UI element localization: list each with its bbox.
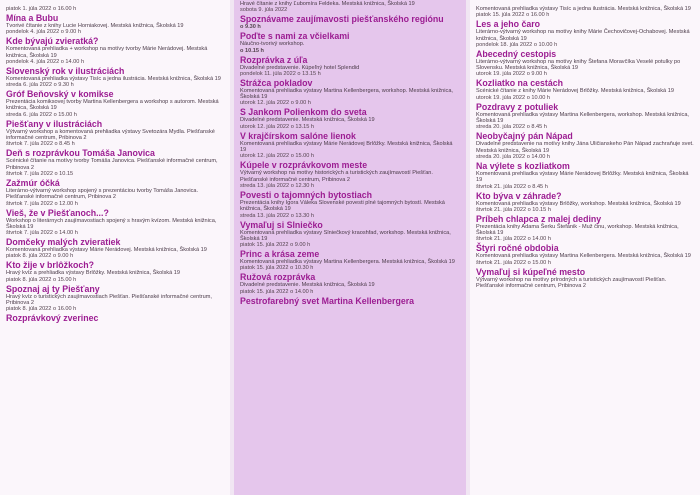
event-title: Abecedný cestopis xyxy=(476,48,557,59)
event-date: pondelok 11. júla 2022 o 13.15 h xyxy=(240,70,321,77)
event-title: Rozprávka z úľa xyxy=(240,54,308,65)
event-description: Scénické čítanie na motívy tvorby Tomáša Janovica. Piešťanské informačné centrum, Pribinova 2 xyxy=(6,158,218,171)
program-event xyxy=(476,236,694,259)
event-date: streda 20. júla 2022 o 14.00 h xyxy=(476,153,551,160)
event-date: pondelok 4. júla 2022 o 9.00 h xyxy=(6,29,81,36)
event-description: Divadelné predstavenie. Mestská knižnica, Školská 19 xyxy=(240,117,375,124)
event-description: Výtvarný workshop a komentovaná prehliadka výstavy Svetozára Mydla. Piešťanské informačné centrum, Pribinova 2 xyxy=(6,128,215,142)
event-date: streda 20. júla 2022 o 8.45 h xyxy=(476,124,547,131)
program-event xyxy=(240,48,460,71)
program-column-3 xyxy=(470,0,700,495)
event-description: Komentovaná prehliadka výstavy Martina Kellenbergera. Mestská knižnica, Školská 19 xyxy=(476,253,691,260)
event-date: o 9.30 h xyxy=(240,24,261,31)
program-event xyxy=(6,171,224,201)
event-title: Ružová rozprávka xyxy=(240,272,316,283)
event-title: Povesti o tajomných bytostiach xyxy=(240,189,372,200)
event-title: Piešťany v ilustráciách xyxy=(6,118,103,129)
event-title: S Jankom Polienkom do sveta xyxy=(240,107,367,118)
program-event xyxy=(6,277,224,307)
program-event xyxy=(476,154,694,184)
event-description: Komentovaná prehliadka výstavy Brlôžky, workshop. Mestská knižnica, Školská 19 xyxy=(476,200,681,207)
event-title: Vymaľuj si kúpeľné mesto xyxy=(476,266,586,277)
event-title: Vymaľuj si Slniečko xyxy=(240,219,323,230)
event-description: Hravý kvíz o turistických zaujímavostiach Piešťan. Piešťanské informačné centrum, Pribinova 2 xyxy=(6,293,212,307)
event-title: Neobyčajný pán Nápad xyxy=(476,131,573,142)
program-event xyxy=(240,289,460,306)
event-title: Kozliatko na cestách xyxy=(476,78,564,89)
program-event xyxy=(476,42,694,72)
event-description: Komentovaná prehliadka výstavy Tisíc a jedna ilustrácia. Mestská knižnica, Školská 19 xyxy=(6,75,221,82)
program-event xyxy=(240,183,460,213)
event-date: utorok 12. júla 2022 o 13.15 h xyxy=(240,123,315,130)
event-date: utorok 12. júla 2022 o 9.00 h xyxy=(240,100,311,107)
event-description: Komentovaná prehliadka výstavy Tisíc a jedna ilustrácia. Mestská knižnica, Školská 19 xyxy=(476,6,691,12)
event-description: Komentovaná prehliadka výstavy Márie Nerádovej. Mestská knižnica, Školská 19 xyxy=(6,247,207,254)
program-event xyxy=(240,7,460,24)
event-title: Kde bývajú zvieratká? xyxy=(6,36,99,47)
event-date: pondelok 18. júla 2022 o 10.00 h xyxy=(476,41,558,48)
event-date: piatok 8. júla 2022 o 16.00 h xyxy=(6,306,77,313)
event-date: štvrtok 21. júla 2022 o 15.00 h xyxy=(476,259,551,266)
program-event xyxy=(476,207,694,237)
event-description: Náučno-tvorivý workshop. xyxy=(240,41,305,48)
event-description: Divadelné predstavenie. Mestská knižnica, Školská 19 xyxy=(240,282,375,289)
event-date: piatok 8. júla 2022 o 9.00 h xyxy=(6,253,74,260)
program-event xyxy=(6,230,224,253)
event-title: Rozprávkový zverinec xyxy=(6,313,99,324)
event-title: Pestrofarebný svet Martina Kellenbergera xyxy=(240,295,415,306)
event-title: V krajčírskom salóne lienok xyxy=(240,130,356,141)
event-date: piatok 1. júla 2022 o 16.00 h xyxy=(6,6,77,12)
event-title: Deň s rozprávkou Tomáša Janovica xyxy=(6,148,155,159)
program-event xyxy=(240,213,460,243)
event-date: piatok 15. júla 2022 o 16.00 h xyxy=(476,12,550,19)
event-title: Strážca pokladov xyxy=(240,77,313,88)
event-description: Workshop o literárnych zaujímavostiach spojený s hravým kvízom. Mestská knižnica, Školská 19 xyxy=(6,217,217,230)
program-column-2 xyxy=(234,0,466,495)
event-date: o 10.15 h xyxy=(240,47,264,54)
event-date: štvrtok 21. júla 2022 o 10.15 h xyxy=(476,206,551,213)
event-title: Domčeky malých zvieratiek xyxy=(6,237,121,248)
program-event xyxy=(476,124,694,154)
program-event xyxy=(6,82,224,112)
event-description: Prezentácia komiksovej tvorby Martina Kellenbergera a workshop s autorom. Mestská knižnica, Školská 19 xyxy=(6,99,219,112)
event-title: Slovenský rok v ilustráciách xyxy=(6,65,125,76)
event-title: Príbeh chlapca z malej dediny xyxy=(476,213,602,224)
event-title: Pozdravy z potuliek xyxy=(476,101,559,112)
event-date: piatok 15. júla 2022 o 14.00 h xyxy=(240,288,314,295)
event-description: Komentovaná prehliadka výstavy Márie Nerádovej Brlôžky. Mestská knižnica, Školská 19 xyxy=(240,140,453,154)
program-column-1 xyxy=(0,0,230,495)
event-date: štvrtok 7. júla 2022 o 10.15 xyxy=(6,170,74,177)
event-description: Prezentácia knihy Adama Šerku Štefánik - Muž činu, workshop. Mestská knižnica, Školská 19 xyxy=(476,223,679,237)
program-event xyxy=(240,24,460,47)
event-description: Divadelné predstavenie. Kúpeľný hotel Splendid xyxy=(240,64,360,71)
event-title: Princ a krása zeme xyxy=(240,249,320,260)
event-description: Komentovaná prehliadka výstavy Martina Kellenbergera, workshop. Mestská knižnica, Školská 19 xyxy=(476,111,689,125)
event-date: piatok 15. júla 2022 o 9.00 h xyxy=(240,242,311,249)
event-description: Komentovaná prehliadka výstavy Martina Kellenbergera, workshop. Mestská knižnica, Školská 19 xyxy=(240,87,453,101)
event-date: štvrtok 7. júla 2022 o 14.00 h xyxy=(6,230,78,237)
event-title: Na výlete s kozliatkom xyxy=(476,160,570,171)
event-description: Hravý kvíz a prehliadka výstavy Brlôžky. Mestská knižnica, Školská 19 xyxy=(6,270,180,277)
program-event xyxy=(240,124,460,154)
event-description: Komentovaná prehliadka výstavy Slniečkový kraoshfad, workshop. Mestská knižnica, Školská 19 xyxy=(240,229,451,242)
event-date: sobota 9. júla 2022 xyxy=(240,7,288,14)
event-date: utorok 19. júla 2022 o 10.00 h xyxy=(476,94,551,101)
event-date: štvrtok 21. júla 2022 o 14.00 h xyxy=(476,236,551,243)
program-event xyxy=(6,306,224,323)
event-title: Kúpele v rozprávkovom meste xyxy=(240,160,368,171)
program-event xyxy=(240,153,460,183)
event-description: Literárno-výtvarný workshop na motívy knihy Štefana Moravčíka Veselé potulky po Slovensku. Mestská knižnica, Školská 19 xyxy=(476,58,681,72)
event-title: Gróf Beňovský v komikse xyxy=(6,89,114,100)
event-description: Výtvarný workshop na motívy prírodných a turistických zaujímavostí Piešťan. Piešťanské informačné centrum, Pribinova 2 xyxy=(476,276,667,290)
program-event xyxy=(6,253,224,276)
event-description: Literárno-výtvarný workshop spojený s prezentáciou tvorby Tomáša Janovica. Piešťanské informačné centrum, Pribinova 2 xyxy=(6,187,199,201)
program-event xyxy=(476,260,694,290)
event-description: Komentovaná prehliadka výstavy Martina Kellenbergera. Mestská knižnica, Školská 19 xyxy=(240,259,455,266)
event-description: Výtvarný workshop na motívy historických a turistických zaujímavostí Piešťan. Piešťanské informačné centrum, Pribinova 2 xyxy=(240,170,433,183)
event-date: štvrtok 21. júla 2022 o 8.45 h xyxy=(476,183,548,190)
event-title: Spoznaj aj ty Piešťany xyxy=(6,283,100,294)
program-event xyxy=(240,242,460,265)
event-title: Kto býva v záhrade? xyxy=(476,190,562,201)
program-event xyxy=(240,71,460,101)
event-title: Poďte s nami za včielkami xyxy=(240,31,350,42)
event-title: Štyri ročné obdobia xyxy=(476,243,559,254)
event-description: Komentovaná prehliadka + workshop na motívy tvorby Márie Nerádovej. Mestská knižnica, Školská 19 xyxy=(6,46,208,59)
event-title: Mína a Bubu xyxy=(6,13,59,23)
event-description: Hravé čítanie z knihy Ľubomíra Feldeka. Mestská knižnica, Školská 19 xyxy=(240,1,415,7)
program-event xyxy=(6,6,224,29)
event-description: Komentovaná prehliadka výstavy Márie Nerádovej Brlôžky. Mestská knižnica, Školská 19 xyxy=(476,170,689,184)
event-description: Scénické čítanie z knihy Márie Nerádovej Brlôžky. Mestská knižnica, Školská 19 xyxy=(476,88,674,95)
event-date: utorok 19. júla 2022 o 9.00 h xyxy=(476,71,547,78)
event-date: piatok 15. júla 2022 o 10.30 h xyxy=(240,265,314,272)
event-description: Divadelné predstavenie na motívy knihy Jána Uličianskeho Pán Nápad zachraňuje svet. Mestská knižnica, Školská 19 xyxy=(476,141,694,154)
event-title: Les a jeho čaro xyxy=(476,19,541,30)
program-event xyxy=(6,201,224,231)
program-event xyxy=(6,112,224,142)
event-date: štvrtok 7. júla 2022 o 12.00 h xyxy=(6,200,78,207)
event-date: pondelok 4. júla 2022 o 14.00 h xyxy=(6,58,85,65)
event-date: utorok 12. júla 2022 o 15.00 h xyxy=(240,153,315,160)
event-description: Literárno-výtvarný workshop na motívy knihy Márie Čechovičovej-Ochabovej. Mestská knižnica, Školská 19 xyxy=(476,29,690,42)
program-event xyxy=(6,59,224,82)
program-event xyxy=(240,100,460,123)
program-event xyxy=(476,71,694,94)
event-title: Zažmúr óčká xyxy=(6,177,60,188)
event-date: streda 6. júla 2022 o 9.30 h xyxy=(6,82,74,89)
program-event xyxy=(476,95,694,125)
event-date: štvrtok 7. júla 2022 o 8.45 h xyxy=(6,141,75,148)
program-event xyxy=(476,12,694,42)
event-date: streda 13. júla 2022 o 13.30 h xyxy=(240,212,315,219)
event-title: Kto žije v brlôžkoch? xyxy=(6,260,94,271)
program-event xyxy=(6,29,224,59)
event-date: streda 6. júla 2022 o 15.00 h xyxy=(6,111,77,118)
program-event xyxy=(476,184,694,207)
event-title: Vieš, že v Piešťanoch...? xyxy=(6,207,109,218)
program-event xyxy=(240,265,460,288)
program-event xyxy=(6,141,224,171)
event-date: streda 13. júla 2022 o 12.30 h xyxy=(240,182,315,189)
event-description: Tvorivé čítanie z knihy Lucie Horniakovej. Mestská knižnica, Školská 19 xyxy=(6,23,184,29)
event-date: piatok 8. júla 2022 o 15.00 h xyxy=(6,276,77,283)
event-description: Prezentácia knihy Igora Váleka Slovenské povesti plné tajomných bytostí. Mestská knižnica, Školská 19 xyxy=(240,199,445,213)
event-title: Spoznávame zaujímavosti piešťanského regiónu xyxy=(240,14,444,25)
